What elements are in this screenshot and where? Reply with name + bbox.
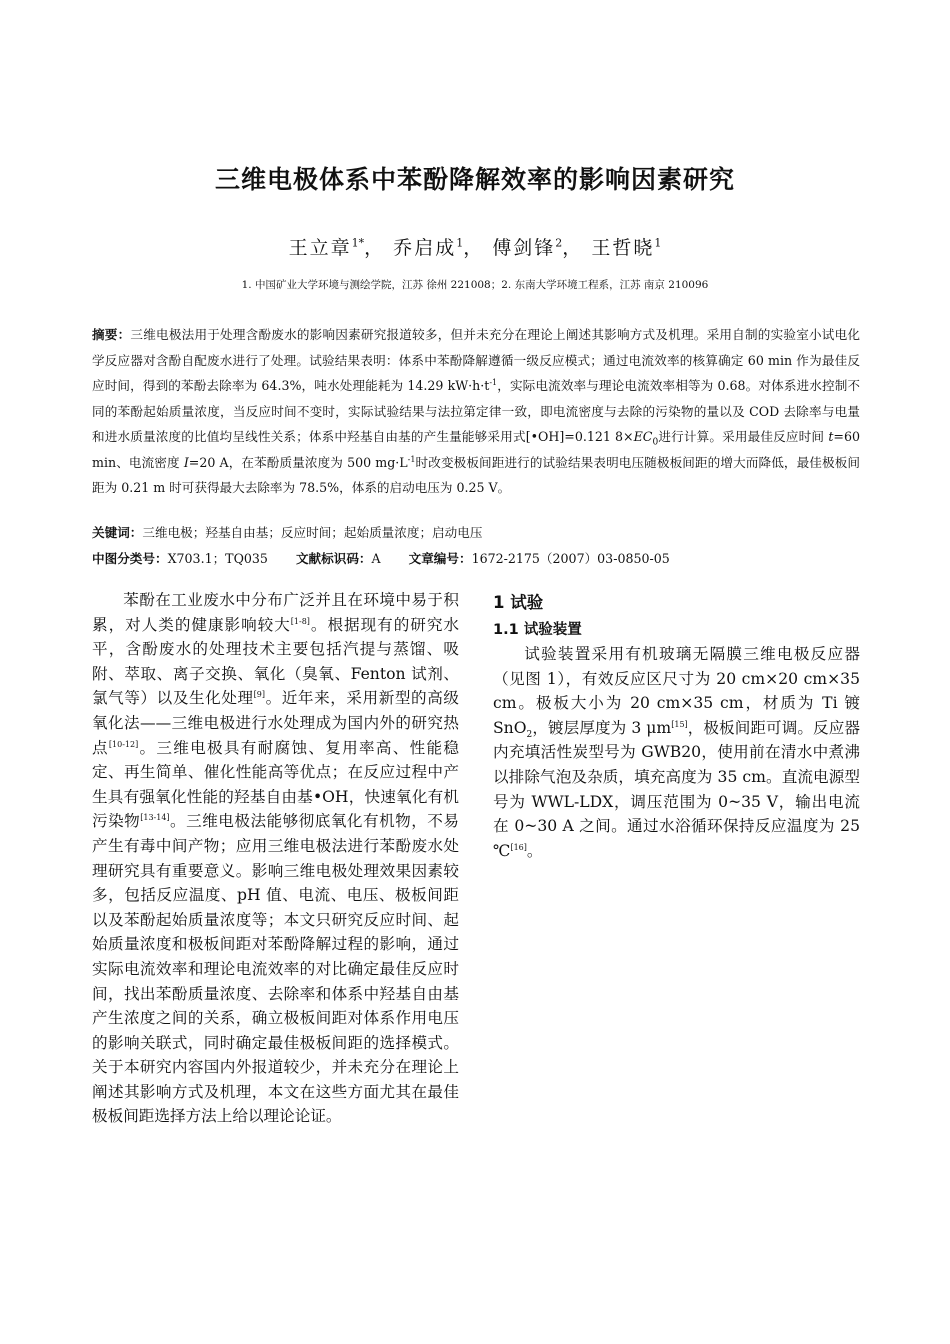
abstract-variable: t (828, 429, 834, 444)
citation: [13-14] (140, 813, 170, 823)
body-text: 苯酚在工业废水中分布广泛并且在环境中易于积累，对人类的健康影响较大 (92, 591, 459, 634)
classification-line (92, 548, 860, 567)
author-name: 乔启成 (393, 237, 457, 259)
keywords-label: 关键词： (92, 525, 143, 540)
keywords-text: 三维电极；羟基自由基；反应时间；起始质量浓度；启动电压 (142, 525, 483, 540)
body-text: 试验装置采用有机玻璃无隔膜三维电极反应器（见图 1），有效反应区尺寸为 20 cm×20 cm×35 cm。极板大小为 20 cm×35 cm，材质为 Ti 镀 SnO (493, 645, 860, 737)
right-column (493, 590, 860, 863)
abstract-text: =20 A，在苯酚质量浓度为 500 mg·L (188, 454, 408, 470)
abstract-text: 三维电极法用于处理含酚废水的影响因素研究报道较多，但并未充分在理论上阐述其影响方式及机理。采用自制的实验室小试电化学反应器对含酚自配废水进行了处理。试验结果表明：体系中苯酚降解遵循一级反应模式；通过电流效率的核算确定 60 min 作为最佳反应时间，得到的苯酚去除率为 64.3%，吨水处理能耗为 14.29 kW·h·t (92, 327, 861, 393)
abstract-superscript: -1 (407, 454, 416, 464)
citation: [15] (671, 719, 688, 729)
abstract-label: 摘要： (92, 327, 131, 342)
author-name: 王哲晓 (591, 237, 655, 259)
abstract-text: 时改变极板间距进行的试验结果表明电压随极板间距的增大而降低，最佳极板间距为 0.21 m 时可获得最大去除率为 78.5%，体系的启动电压为 0.25 V。 (92, 454, 860, 495)
citation: [1-8] (290, 616, 310, 626)
author-mark: 1 (654, 236, 662, 250)
intro-paragraph (92, 588, 459, 1129)
author-list (0, 233, 950, 260)
author-mark: 1* (351, 236, 365, 250)
author-separator: ， (364, 237, 386, 259)
author-mark: 2 (555, 236, 563, 250)
author-separator: ， (463, 237, 485, 259)
abstract-text: 进行计算。采用最佳反应时间 (658, 429, 829, 444)
article-no-label: 文章编号： (408, 551, 472, 566)
clc-label: 中图分类号： (92, 551, 168, 566)
abstract-text: =60 min、电流密度 (92, 429, 860, 470)
abstract-variable: I (183, 454, 189, 470)
apparatus-paragraph (493, 642, 860, 863)
clc-value: X703.1；TQ035 (167, 551, 268, 566)
body-text: ，镀层厚度为 3 μm (532, 718, 672, 737)
paper-title: 三维电极体系中苯酚降解效率的影响因素研究 (214, 165, 735, 194)
body-text: ，极板间距可调。反应器内充填活性炭型号为 GWB20，使用前在清水中煮沸以排除气泡及杂质，填充高度为 35 cm。直流电源型号为 WWL-LDX，调压范围为 0~35 V，输出电流在 0~30 A 之间。通过水浴循环保持反应温度为 25 ℃ (493, 718, 860, 860)
article-no-value: 1672-2175（2007）03-0850-05 (471, 551, 670, 566)
abstract-subscript: 0 (652, 437, 659, 448)
abstract-superscript: -1 (489, 377, 498, 387)
abstract-text: ，实际电流效率与理论电流效率相等为 0.68。对体系进水控制不同的苯酚起始质量浓度，当反应时间不变时，实际试验结果与法拉第定律一致，即电流密度与去除的污染物的量以及 COD 去除率与电量和进水质量浓度的比值均呈线性关系；体系中羟基自由基的产生量能够采用式[•OH]=0.121 8× (92, 378, 860, 444)
citation: [10-12] (108, 739, 139, 749)
body-text: 。 (526, 841, 543, 860)
abstract (92, 322, 860, 501)
section-heading: 1 试验 (493, 593, 544, 612)
abstract-variable: EC (633, 429, 653, 444)
body-text: 。根据现有的研究水平，含酚废水的处理技术主要包括汽提与蒸馏、吸附、萃取、离子交换、氧化（臭氧、Fenton 试剂、氯气等）以及生化处理 (92, 615, 459, 708)
subsection-heading: 1.1 试验装置 (493, 622, 582, 638)
left-column (92, 588, 459, 1129)
body-text: 。近年来，采用新型的高级氧化法——三维电极进行水处理成为国内外的研究热点 (92, 689, 459, 757)
author-separator: ， (562, 237, 584, 259)
citation: [9] (253, 690, 265, 700)
author-name: 王立章 (288, 237, 352, 259)
subscript: 2 (526, 729, 533, 740)
body-text: 。三维电极法能够彻底氧化有机物，不易产生有毒中间产物；应用三维电极法进行苯酚废水处理研究具有重要意义。影响三维电极处理效果因素较多，包括反应温度、pH 值、电流、电压、极板间距以及苯酚起始质量浓度等；本文只研究反应时间、起始质量浓度和极板间距对苯酚降解过程的影响，通过实际电流效率和理论电流效率的对比确定最佳反应时间，找出苯酚质量浓度、去除率和体系中羟基自由基产生浓度之间的关系，确立极板间距对体系作用电压的影响关联式，同时确定最佳极板间距的选择模式。关于本研究内容国内外报道较少，并未充分在理论上阐述其影响方式及机理，本文在这些方面尤其在最佳极板间距选择方法上给以理论论证。 (92, 812, 459, 1126)
doc-code-value: A (371, 551, 381, 566)
author-name: 傅剑锋 (492, 237, 556, 259)
doc-code-label: 文献标识码： (295, 551, 372, 566)
author-mark: 1 (456, 236, 464, 250)
citation: [16] (510, 842, 527, 852)
keywords (92, 522, 860, 541)
affiliation: 1. 中国矿业大学环境与测绘学院，江苏 徐州 221008；2. 东南大学环境工程系，江苏 南京 210096 (241, 279, 709, 291)
body-text: 。三维电极具有耐腐蚀、复用率高、性能稳定、再生简单、催化性能高等优点；在反应过程中产生具有强氧化性能的羟基自由基•OH，快速氧化有机污染物 (92, 738, 459, 831)
